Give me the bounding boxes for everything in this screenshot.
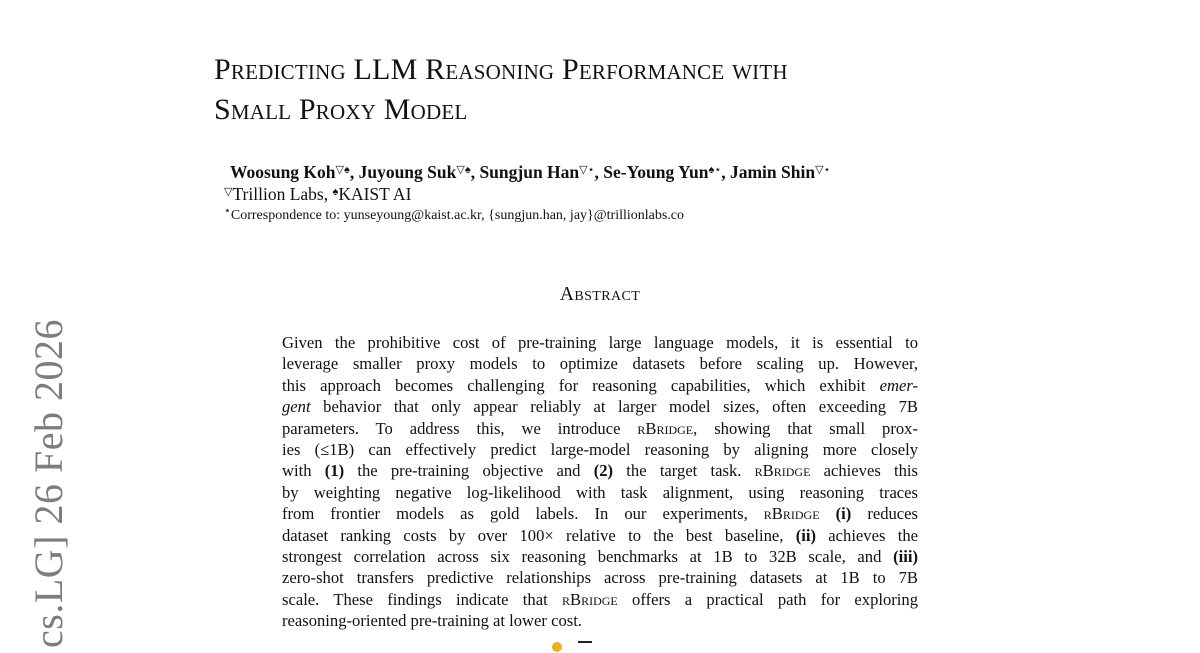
abstract-emphasis: gent <box>282 397 311 417</box>
author-affiliation-mark: ♠⋆ <box>708 164 722 176</box>
author-separator: , <box>594 162 604 182</box>
affiliation-name: KAIST AI <box>338 184 412 204</box>
author-separator: , <box>721 162 730 182</box>
author-name: Juyoung Suk <box>358 162 457 182</box>
abstract-line: zero-shot transfers predictive relationships across pre-training datasets at 1B to 7B <box>282 568 918 588</box>
paper-title <box>214 50 788 130</box>
system-name: rBridge <box>562 589 618 609</box>
author-name: Se-Young Yun <box>603 162 709 182</box>
affiliations <box>224 183 411 205</box>
figure-preview-glyph <box>578 641 592 653</box>
abstract-line <box>282 460 918 481</box>
abstract-bold-marker: (1) <box>324 461 345 481</box>
author-list <box>230 161 830 183</box>
correspondence-mark: ⋆ <box>224 205 231 217</box>
abstract-bold-marker: (2) <box>593 461 614 481</box>
correspondence-text: Correspondence to: yunseyoung@kaist.ac.kr, {sungjun.han, jay}@trillionlabs.co <box>230 208 685 223</box>
abstract-line <box>282 418 918 439</box>
author-name: Woosung Koh <box>230 162 336 182</box>
abstract-text: reduces <box>851 504 918 524</box>
abstract-bold-marker: (ii) <box>795 525 816 545</box>
abstract-bold-marker: (iii) <box>893 546 918 566</box>
author-affiliation-mark: ▽⋆ <box>579 164 595 176</box>
abstract-text: strongest correlation across six reasoning benchmarks at 1B to 32B scale, and <box>282 546 894 566</box>
abstract-line <box>282 546 918 567</box>
abstract-line <box>282 525 918 546</box>
abstract-text: , showing that small prox- <box>693 418 919 438</box>
abstract-heading: Abstract <box>559 284 641 305</box>
author-name: Sungjun Han <box>479 162 580 182</box>
paper-title-line-2: Small Proxy Model <box>214 93 468 126</box>
abstract-body <box>282 332 918 631</box>
arxiv-side-stamp: cs.LG] 26 Feb 2026 <box>26 319 71 648</box>
author-affiliation-mark: ▽⋆ <box>815 164 831 176</box>
abstract-line <box>282 589 918 610</box>
abstract-line: leverage smaller proxy models to optimize datasets before scaling up. However, <box>282 354 918 374</box>
author-separator: , <box>470 162 480 182</box>
abstract-line <box>282 396 918 417</box>
system-name: rBridge <box>763 504 820 524</box>
abstract-text: parameters. To address this, we introduce <box>282 418 638 438</box>
abstract-text: dataset ranking costs by over 100× relative to the best baseline, <box>282 525 796 545</box>
abstract-line <box>282 503 918 524</box>
abstract-text: from frontier models as gold labels. In our experiments, <box>282 504 764 524</box>
correspondence-note <box>224 206 684 226</box>
abstract-text: offers a practical path for exploring <box>617 589 919 609</box>
affiliation-mark: ▽ <box>224 186 233 198</box>
abstract-text: achieves this <box>810 461 918 481</box>
author-separator: , <box>349 162 359 182</box>
abstract-line: ies (≤1B) can effectively predict large-model reasoning by aligning more closely <box>282 439 918 459</box>
abstract-line: Given the prohibitive cost of pre-training large language models, it is essential to <box>282 333 918 352</box>
affiliation-name: Trillion Labs, <box>232 184 333 204</box>
abstract-text: behavior that only appear reliably at larger model sizes, often exceeding 7B <box>310 397 918 417</box>
affiliation-mark: ♠ <box>332 186 339 198</box>
abstract-text: scale. These findings indicate that <box>282 589 562 609</box>
abstract-text: the pre-training objective and <box>344 461 594 481</box>
abstract-text: this approach becomes challenging for reasoning capabilities, which exhibit <box>282 375 880 395</box>
paper-title-line-1: Predicting LLM Reasoning Performance with <box>214 53 788 86</box>
abstract-line: reasoning-oriented pre-training at lower cost. <box>282 611 582 631</box>
system-name: rBridge <box>754 461 811 481</box>
abstract-text: the target task. <box>613 461 755 481</box>
abstract-text: with <box>282 461 325 481</box>
abstract-line: by weighting negative log-likelihood with task alignment, using reasoning traces <box>282 482 918 502</box>
author-affiliation-mark: ▽♠ <box>456 164 471 176</box>
figure-preview-glyph <box>552 642 562 652</box>
abstract-bold-marker: (i) <box>835 504 852 524</box>
abstract-text: achieves the <box>816 525 918 545</box>
author-name: Jamin Shin <box>729 162 816 182</box>
author-affiliation-mark: ▽♠ <box>335 164 350 176</box>
abstract-line <box>282 375 918 396</box>
system-name: rBridge <box>637 418 694 438</box>
abstract-emphasis: emer- <box>879 375 918 395</box>
